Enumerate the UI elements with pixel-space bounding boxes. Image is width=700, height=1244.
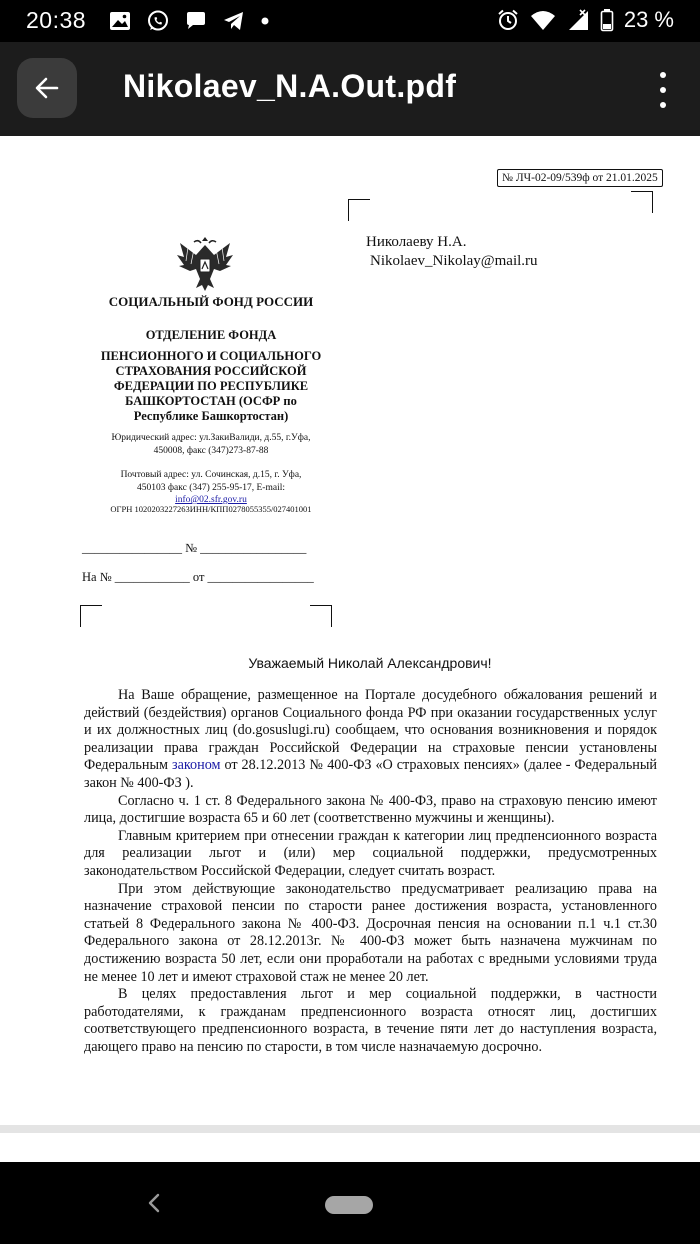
nav-back-icon xyxy=(146,1193,162,1213)
battery-percent: 23 % xyxy=(623,7,674,32)
recipient-email: Nikolaev_Nikolay@mail.ru xyxy=(370,253,538,269)
paragraph: В целях предоставления льгот и мер социальной поддержки, в частности работодателями, к гражданам предпенсионного возраста относят лиц, достигших соответствующего предпенсионного возраста, в течение пяти лет до наступления возраста, дающего право на пенсию по старости, в том числе назначаемую досрочно. xyxy=(84,986,657,1055)
sender-ogrn: ОГРН 1020203227263ИНН/КПП0278055355/027401001 xyxy=(110,504,312,514)
address-corner-mark xyxy=(631,191,653,213)
law-link[interactable]: законом xyxy=(171,757,221,774)
back-button[interactable] xyxy=(17,58,77,118)
alarm-icon xyxy=(496,8,520,32)
address-corner-mark xyxy=(348,199,370,221)
more-vert-icon xyxy=(660,72,666,78)
dot-icon xyxy=(260,9,270,33)
system-icons xyxy=(496,7,674,33)
registration-line: ________________ № _________________ xyxy=(82,541,307,555)
page-separator xyxy=(0,1125,700,1133)
sender-postal-address: Почтовый адрес: ул. Сочинская, д.15, г. Уфа, 450103 факс (347) 255-95-17, E-mail: info@02.sfr.gov.ru xyxy=(80,469,342,507)
paragraph: Согласно ч. 1 ст. 8 Федерального закона № 400-ФЗ, право на страховую пенсию имеют лица, достигшие возраста 65 и 60 лет (соответственно мужчины и женщины). xyxy=(84,792,657,827)
arrow-left-icon xyxy=(33,74,61,102)
sender-department: ОТДЕЛЕНИЕ ФОНДА ПЕНСИОННОГО И СОЦИАЛЬНОГО СТРАХОВАНИЯ РОССИЙСКОЙ ФЕДЕРАЦИИ ПО РЕСПУБЛИКЕ БАШКОРТОСТАН (ОСФР по Республике Башкортостан) xyxy=(100,328,322,423)
document-title: Nikolaev_N.A.Out.pdf xyxy=(123,68,457,104)
recipient-name: Николаеву Н.А. xyxy=(366,234,467,250)
salutation: Уважаемый Николай Александрович! xyxy=(248,655,492,671)
telegram-icon xyxy=(222,9,246,33)
pdf-page[interactable] xyxy=(0,136,700,1125)
status-bar xyxy=(0,0,700,42)
body-corner-mark xyxy=(310,605,332,627)
paragraph: Главным критерием при отнесении граждан к категории лиц предпенсионного возраста для реализации льгот и (или) мер социальной поддержки, предусмотренных законодательством Российской Федерации, следует считать возраст. xyxy=(84,827,657,879)
more-options-button[interactable] xyxy=(648,70,678,110)
whatsapp-icon xyxy=(146,9,170,33)
letter-body xyxy=(84,687,657,1056)
nav-back-button[interactable] xyxy=(140,1189,168,1217)
paragraph: При этом действующие законодательство предусматривает реализацию права на назначение страховой пенсии по старости ранее достижения возраста, установленного статьей 8 Федерального закона № 400-ФЗ. Досрочная пенсия на основании п.1 ч.1 ст.30 Федерального закона от 28.12.2013г. № 400-ФЗ может быть назначена мужчинам по достижению возраста 50 лет, если они проработали на работах с вредными условиями труда не менее 10 лет и имеют страховой стаж не менее 20 лет. xyxy=(84,880,657,985)
battery-icon xyxy=(600,8,614,32)
next-pdf-page[interactable] xyxy=(0,1133,700,1162)
paragraph: На Ваше обращение, размещенное на Портале досудебного обжалования решений и действий (бездействия) органов Социального фонда РФ при оказании государственных услуг и их должностных лиц (do.gosuslugi.ru) сообщаем, что основания возникновения и порядок реализации права граждан Российской Федерации на страховые пенсии установлены Федеральным законом от 28.12.2013 № 400-ФЗ «О страховых пенсиях» (далее - Федеральный закон № 400-ФЗ ). xyxy=(84,687,658,791)
sender-email-link[interactable]: info@02.sfr.gov.ru xyxy=(175,495,247,505)
pdf-viewer[interactable] xyxy=(0,136,700,1162)
home-pill-icon[interactable] xyxy=(325,1196,373,1214)
notification-icons xyxy=(108,9,270,33)
gallery-icon xyxy=(108,9,132,33)
body-corner-mark xyxy=(80,605,102,627)
outgoing-ref-number: № ЛЧ-02-09/539ф от 21.01.2025 xyxy=(497,169,663,187)
navigation-bar xyxy=(0,1162,700,1244)
recipient-block xyxy=(366,233,538,271)
chat-bubble-icon xyxy=(184,9,208,33)
clock: 20:38 xyxy=(26,7,87,33)
signal-icon xyxy=(566,8,590,32)
wifi-icon xyxy=(530,8,556,32)
reply-to-line: На № ____________ от _________________ xyxy=(82,570,314,584)
sender-org-name: СОЦИАЛЬНЫЙ ФОНД РОССИИ xyxy=(108,294,314,309)
coat-of-arms-icon xyxy=(174,233,236,293)
app-bar xyxy=(0,42,700,136)
sender-legal-address: Юридический адрес: ул.ЗакиВалиди, д.55, г.Уфа, 450008, факс (347)273-87-88 xyxy=(111,433,311,456)
